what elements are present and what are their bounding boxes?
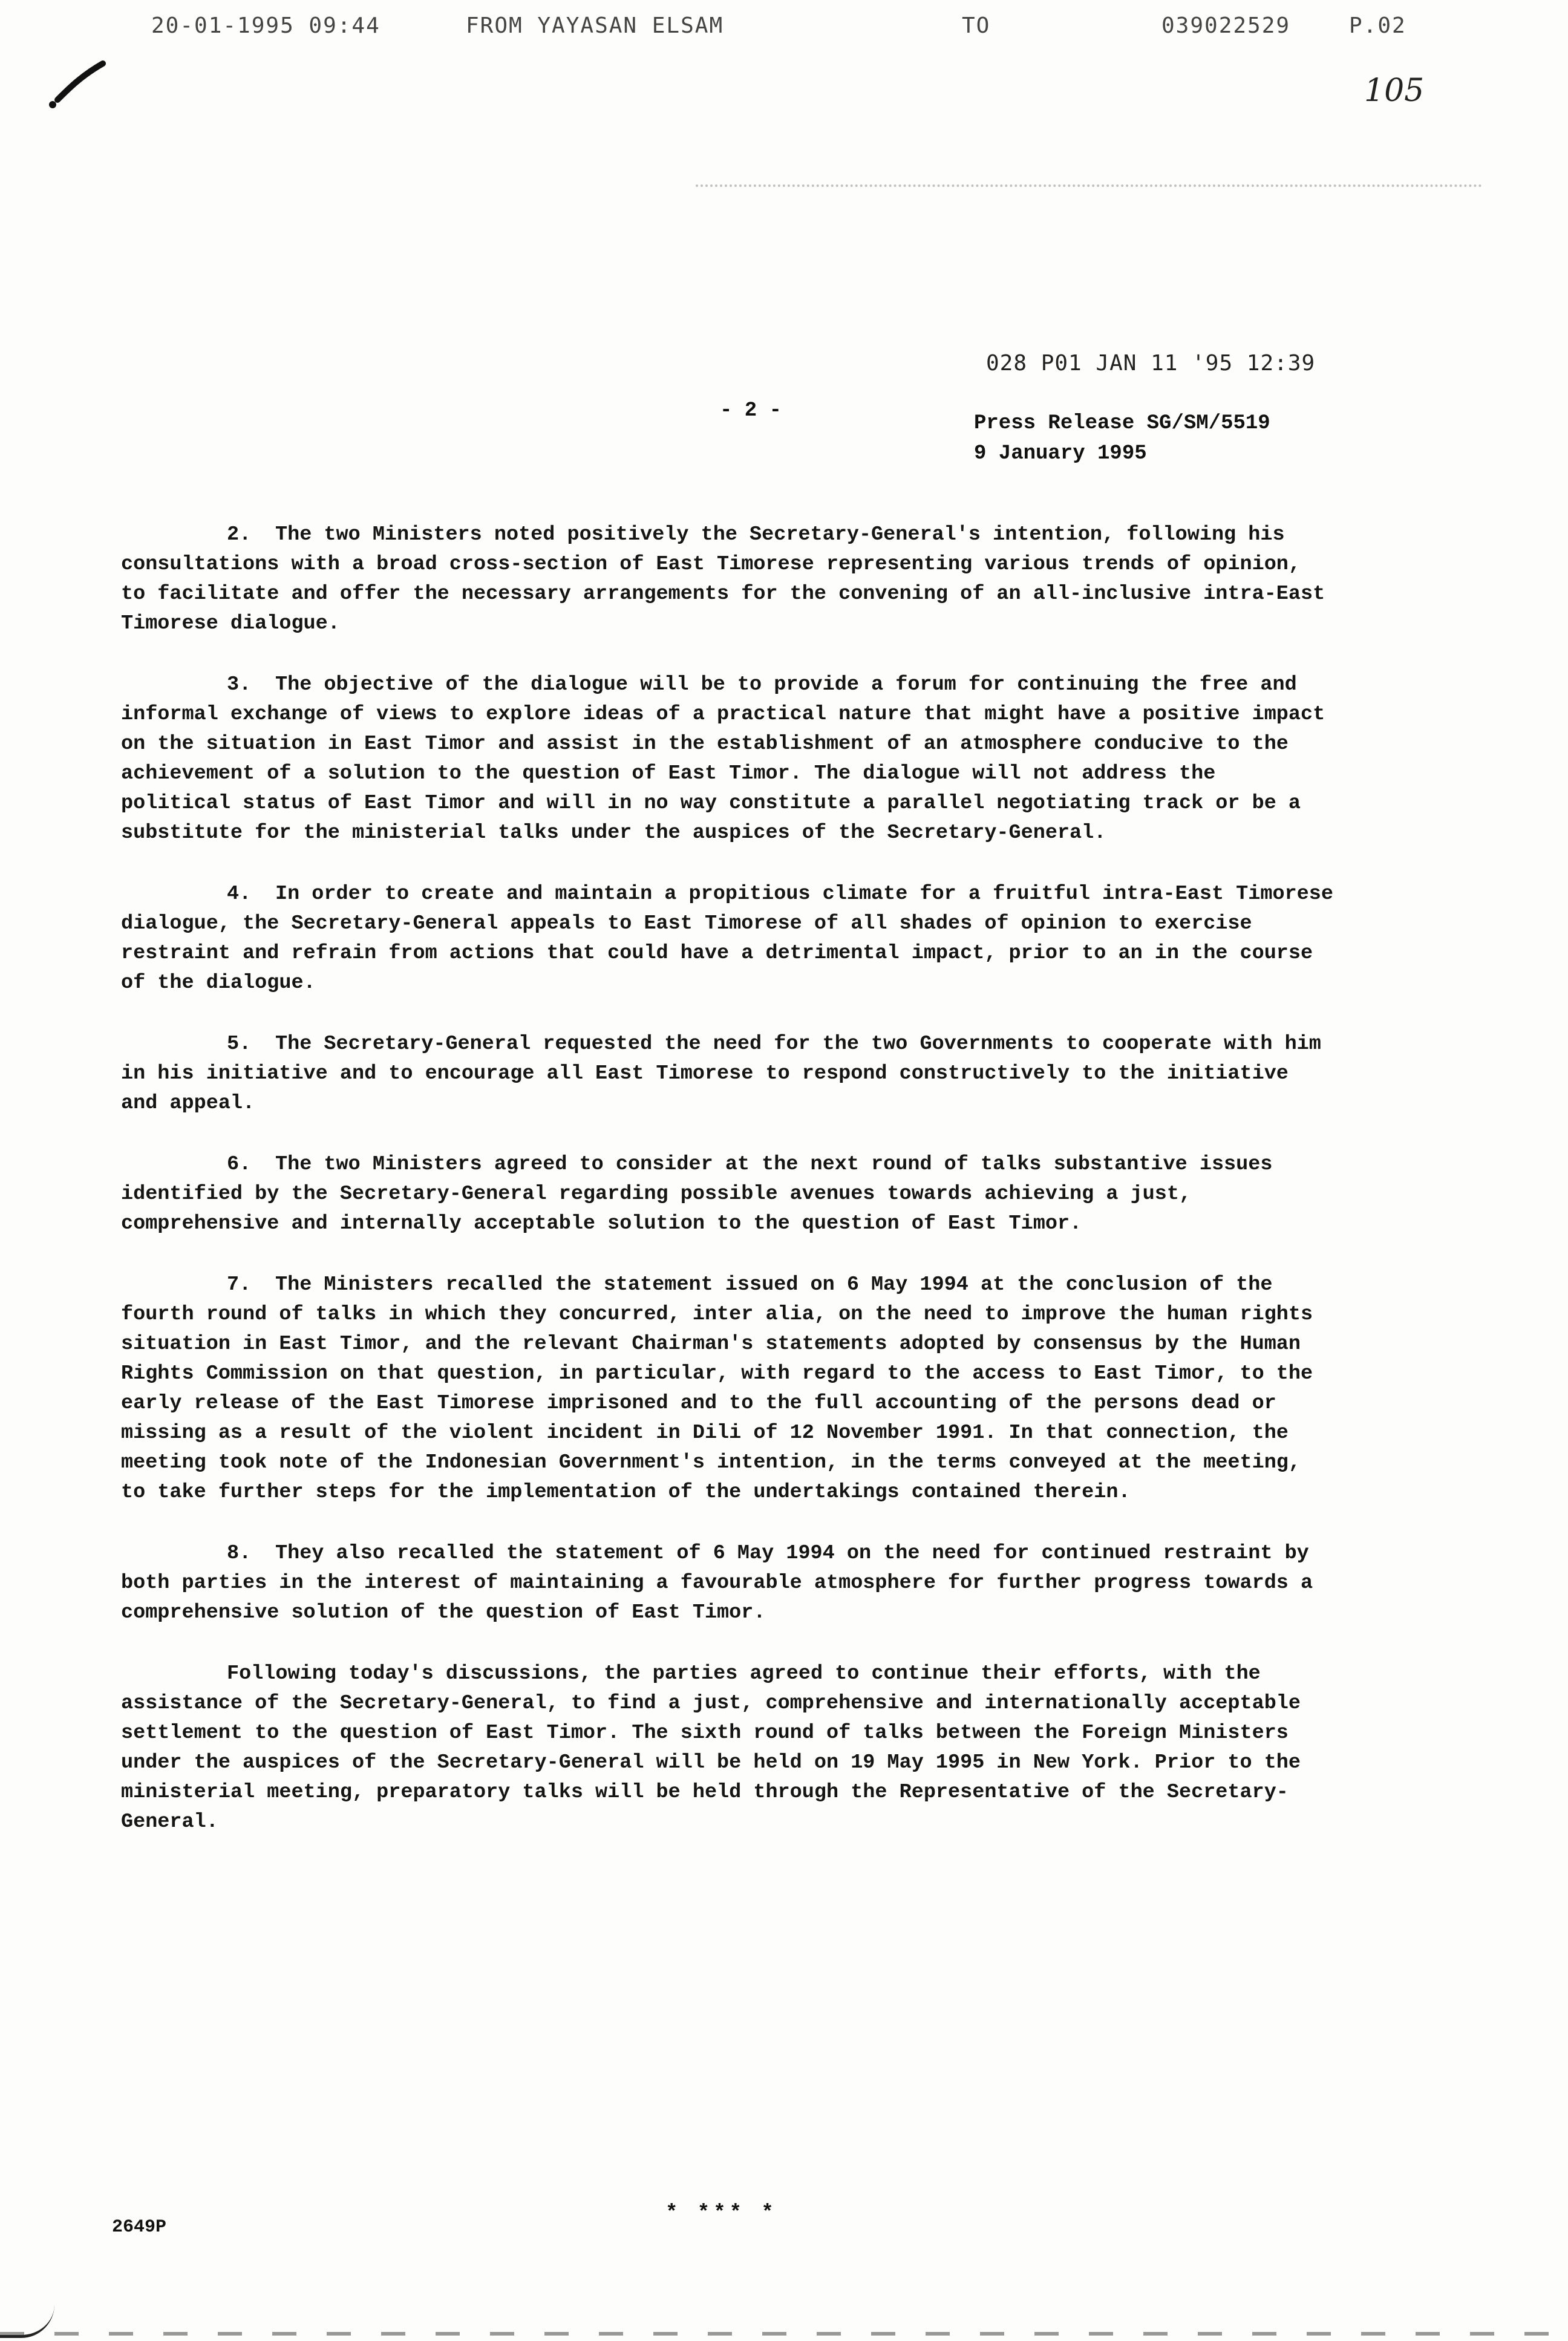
paragraph-2 bbox=[121, 520, 1337, 639]
scan-noise-divider bbox=[696, 184, 1482, 199]
paragraph-text: The two Ministers agreed to consider at the next round of talks substantive issues identified by the Secretary-General regarding possible avenues towards achieving a just, comprehensive and internally acceptable solution to the question of East Timor. bbox=[121, 1153, 1273, 1235]
paragraph-text: The Ministers recalled the statement issued on 6 May 1994 at the conclusion of the fourth round of talks in which they concurred, inter alia, on the need to improve the human rights situation in East Timor, and the relevant Chairman's statements adopted by consensus by the Human Rights Commission on that question, in particular, with regard to the access to East Timor, to the early release of the East Timorese imprisoned and to the full accounting of the persons dead or missing as a result of the violent incident in Dili of 12 November 1991. In that connection, the meeting took note of the Indonesian Government's intention, in the terms conveyed at the meeting, to take further steps for the implementation of the undertakings contained therein. bbox=[121, 1273, 1313, 1504]
paragraph-8 bbox=[121, 1539, 1337, 1628]
handwritten-number: 105 bbox=[1364, 73, 1425, 109]
paragraph-5 bbox=[121, 1030, 1337, 1118]
fax-page-number: P.02 bbox=[1349, 13, 1406, 38]
press-release-number: Press Release SG/SM/5519 bbox=[974, 412, 1270, 435]
press-release-block bbox=[974, 408, 1270, 469]
paragraph-number: 7. bbox=[227, 1273, 252, 1296]
fax-date-time: 20-01-1995 09:44 bbox=[151, 13, 381, 38]
paragraph-number: 8. bbox=[227, 1542, 252, 1565]
second-fax-stamp: 028 P01 JAN 11 '95 12:39 bbox=[986, 351, 1316, 376]
document-code: 2649P bbox=[112, 2217, 167, 2238]
fax-from: FROM YAYASAN ELSAM bbox=[466, 13, 724, 38]
fax-header bbox=[151, 13, 1446, 50]
body-text bbox=[121, 520, 1337, 1869]
paragraph-text: Following today's discussions, the parties agreed to continue their efforts, with the assistance of the Secretary-General, to find a just, comprehensive and internationally acceptable settlement to the question of East Timor. The sixth round of talks between the Foreign Ministers under the auspices of the Secretary-General will be held on 19 May 1995 in New York. Prior to the ministerial meeting, preparatory talks will be held through the Representative of the Secretary-General. bbox=[121, 1662, 1301, 1833]
paragraph-3 bbox=[121, 670, 1337, 848]
paragraph-7 bbox=[121, 1270, 1337, 1507]
press-release-date: 9 January 1995 bbox=[974, 442, 1147, 465]
paragraph-number: 3. bbox=[227, 673, 252, 696]
paragraph-number: 2. bbox=[227, 523, 252, 546]
paragraph-6 bbox=[121, 1150, 1337, 1239]
paragraph-text: In order to create and maintain a propitious climate for a fruitful intra-East Timorese dialogue, the Secretary-General appeals to East Timorese of all shades of opinion to exercise restraint and refrain from actions that could have a detrimental impact, prior to an in the course of the dialogue. bbox=[121, 883, 1333, 994]
paragraph-number: 4. bbox=[227, 883, 252, 906]
page-number: - 2 - bbox=[720, 399, 782, 422]
paragraph-text: They also recalled the statement of 6 May 1994 on the need for continued restraint by both parties in the interest of maintaining a favourable atmosphere for further progress towards a comprehensive solution of the question of East Timor. bbox=[121, 1542, 1313, 1624]
paragraph-number: 5. bbox=[227, 1033, 252, 1056]
paragraph-text: The two Ministers noted positively the Secretary-General's intention, following his consultations with a broad cross-section of East Timorese representing various trends of opinion, to facilitate and offer the necessary arrangements for the convening of an all-inclusive intra-East Timorese dialogue. bbox=[121, 523, 1325, 635]
paragraph-text: The Secretary-General requested the need for the two Governments to cooperate with him in his initiative and to encourage all East Timorese to respond constructively to the initiative and appeal. bbox=[121, 1033, 1321, 1115]
fax-to: TO bbox=[962, 13, 991, 38]
paragraph-closing bbox=[121, 1659, 1337, 1837]
scan-bottom-edge bbox=[0, 2332, 1568, 2336]
pen-mark-icon bbox=[45, 57, 112, 112]
paragraph-number: 6. bbox=[227, 1153, 252, 1176]
paragraph-text: The objective of the dialogue will be to provide a forum for continuing the free and informal exchange of views to explore ideas of a practical nature that might have a positive impact on the situation in East Timor and assist in the establishment of an atmosphere conducive to the achievement of a solution to the question of East Timor. The dialogue will not address the political status of East Timor and will in no way constitute a parallel negotiating track or be a substitute for the ministerial talks under the auspices of the Secretary-General. bbox=[121, 673, 1325, 844]
end-mark: * *** * bbox=[665, 2202, 777, 2225]
fax-number: 039022529 bbox=[1161, 13, 1291, 38]
paragraph-4 bbox=[121, 880, 1337, 998]
